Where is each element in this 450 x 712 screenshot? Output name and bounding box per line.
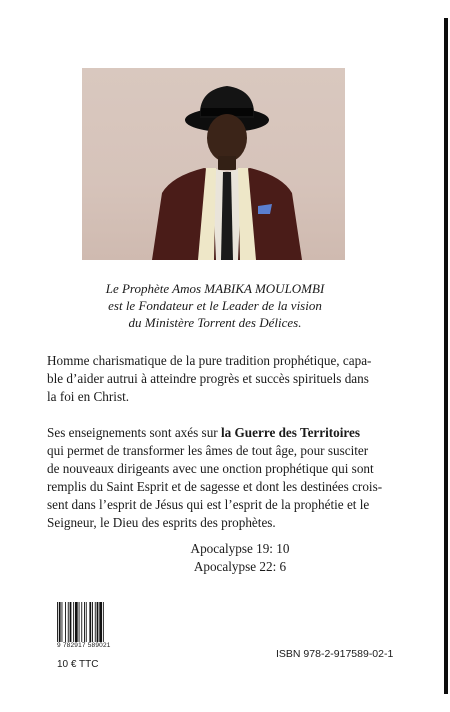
description-paragraph-2 <box>47 424 411 532</box>
barcode-bar <box>89 602 91 642</box>
caption-line: du Ministère Torrent des Délices. <box>128 315 302 330</box>
description-paragraph-1 <box>47 352 411 406</box>
highlight-text: la Guerre des Territoires <box>220 425 361 440</box>
barcode-bar <box>103 602 104 642</box>
paragraph-line: qui permet de transformer les âmes de tout âge, pour susciter <box>47 443 369 458</box>
barcode-bar <box>99 602 102 642</box>
barcode-bar <box>86 602 87 642</box>
isbn-label: ISBN 978-2-917589-02-1 <box>276 648 394 660</box>
barcode-bar <box>92 602 93 642</box>
barcode-bar <box>70 602 72 642</box>
paragraph-line: de nouveaux dirigeants avec une onction prophétique qui sont <box>47 461 374 476</box>
paragraph-line: sent dans l’esprit de Jésus qui est l’esprit de la prophétie et le <box>47 497 370 512</box>
price-label: 10 € TTC <box>57 659 99 670</box>
caption-line: Le Prophète Amos MABIKA MOULOMBI <box>105 281 325 296</box>
barcode-number: 9 782917 589021 <box>57 642 111 649</box>
paragraph-line: ble d’aider autrui à atteindre progrès et succès spirituels dans <box>47 371 369 386</box>
spine-edge <box>444 18 448 694</box>
barcode <box>57 602 119 642</box>
paragraph-line <box>47 424 411 442</box>
paragraph-line: Homme charismatique de la pure tradition prophétique, capa- <box>47 353 372 368</box>
caption-line: est le Fondateur et le Leader de la vision <box>108 298 322 313</box>
barcode-bar <box>59 602 61 642</box>
author-photo <box>82 68 345 260</box>
barcode-bar <box>79 602 80 642</box>
barcode-bar <box>95 602 96 642</box>
paragraph-line: remplis du Saint Esprit et de sagesse et dont les destinées crois- <box>47 479 383 494</box>
scripture-reference: Apocalypse 22: 6 <box>193 559 287 574</box>
scripture-reference: Apocalypse 19: 10 <box>190 541 290 556</box>
barcode-bar <box>73 602 74 642</box>
barcode-bar <box>68 602 69 642</box>
barcode-bar <box>84 602 85 642</box>
author-caption <box>60 280 370 331</box>
scripture-references <box>160 540 320 576</box>
barcode-bar <box>97 602 99 642</box>
barcode-bar <box>81 602 82 642</box>
barcode-bar <box>57 602 58 642</box>
barcode-bar <box>62 602 63 642</box>
paragraph-text: Ses enseignements sont axés sur <box>47 425 221 440</box>
paragraph-line: la foi en Christ. <box>47 389 130 404</box>
barcode-bar <box>65 602 66 642</box>
author-portrait-image <box>82 68 345 260</box>
paragraph-line: Seigneur, le Dieu des esprits des prophètes. <box>47 515 276 530</box>
barcode-bar <box>75 602 78 642</box>
